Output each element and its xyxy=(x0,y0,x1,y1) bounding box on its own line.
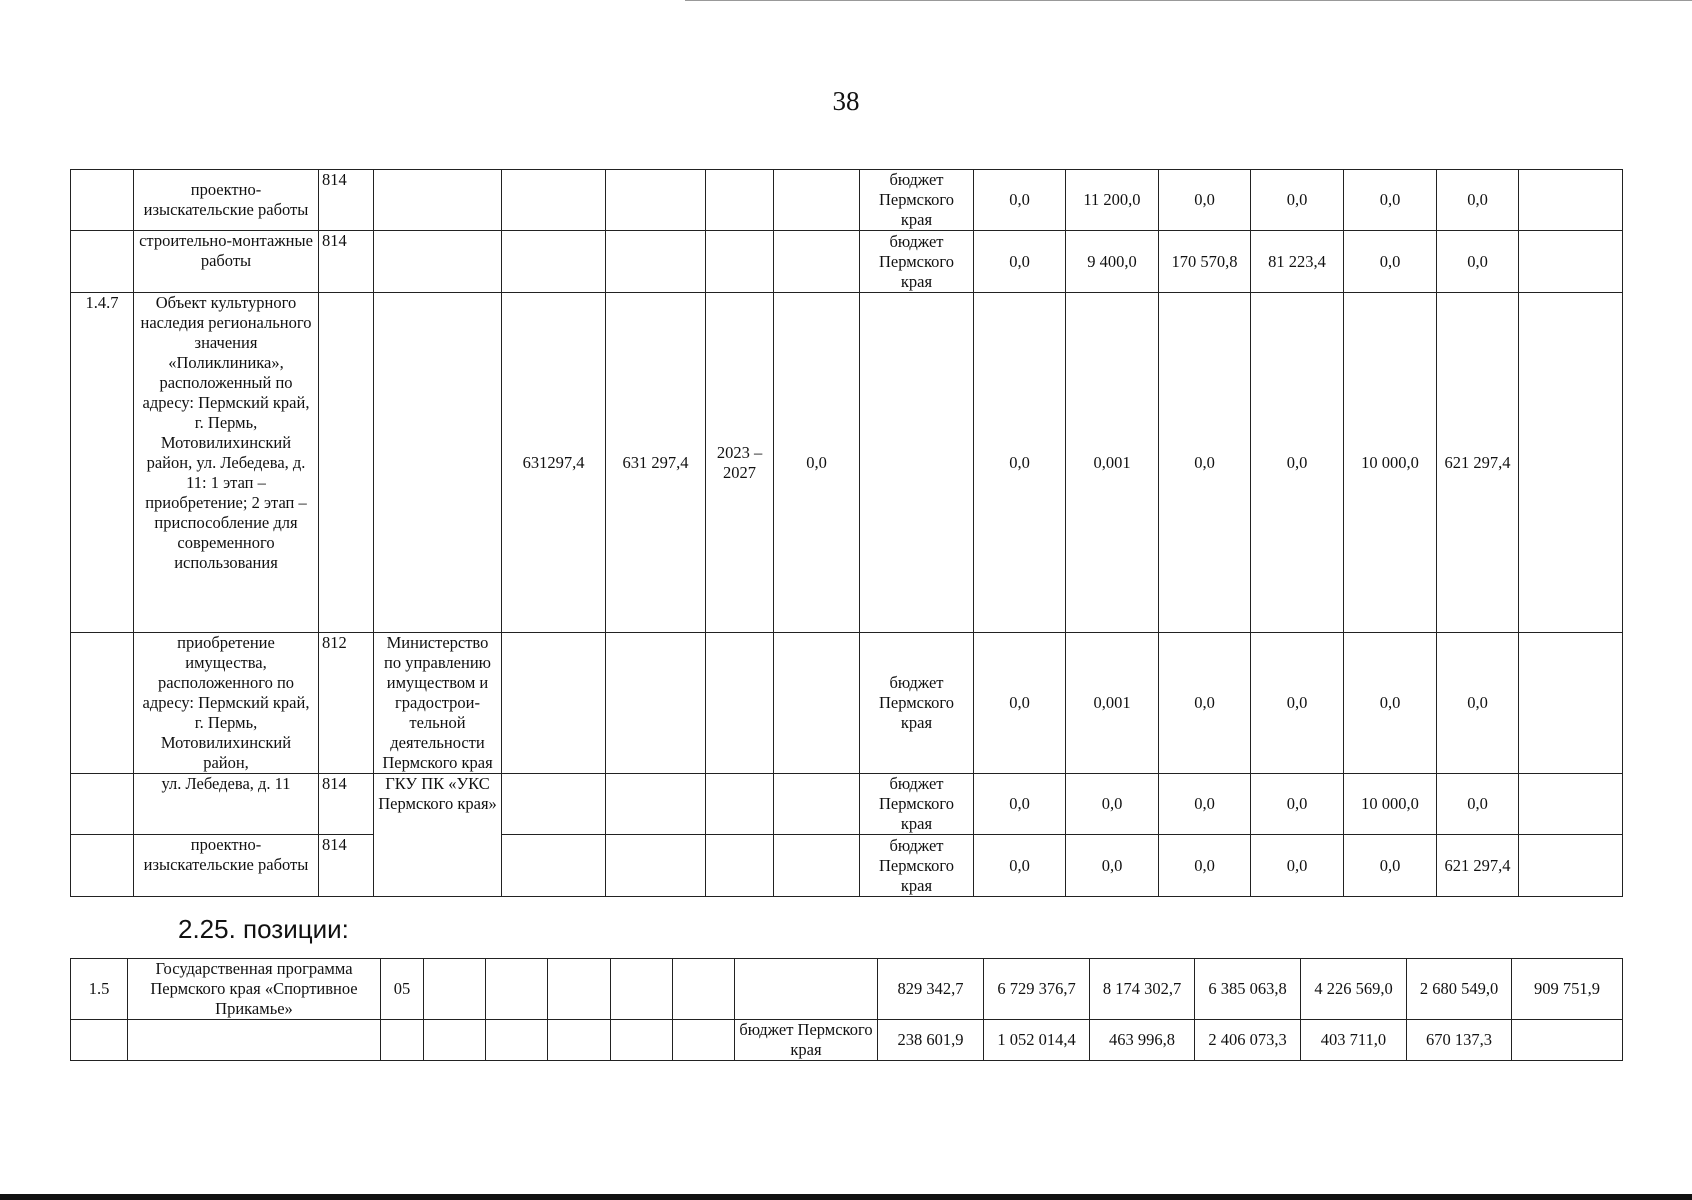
budget-code: 814 xyxy=(319,231,374,293)
budget-table-lower xyxy=(70,958,1623,1061)
funding-source: бюджет Пермского края xyxy=(860,231,974,293)
executor xyxy=(374,170,502,231)
cost-estimate: 631 297,4 xyxy=(606,293,706,633)
item-name: строительно-монтажные работы xyxy=(134,231,319,293)
value-cell: 11 200,0 xyxy=(1066,170,1159,231)
value-cell: 0,0 xyxy=(1251,835,1344,897)
value-cell: 670 137,3 xyxy=(1407,1020,1512,1061)
period: 2023 – 2027 xyxy=(706,293,774,633)
value-cell: 403 711,0 xyxy=(1301,1020,1407,1061)
value-cell: 0,001 xyxy=(1066,293,1159,633)
row-number: 1.5 xyxy=(71,959,128,1020)
value-cell: 0,0 xyxy=(1066,774,1159,835)
value-cell: 463 996,8 xyxy=(1090,1020,1195,1061)
table-row xyxy=(71,170,1623,231)
empty-cell xyxy=(673,959,735,1020)
period xyxy=(706,231,774,293)
table-row xyxy=(71,1020,1623,1061)
value-cell: 0,0 xyxy=(1251,633,1344,774)
period xyxy=(706,633,774,774)
cost-total xyxy=(502,231,606,293)
value-cell: 81 223,4 xyxy=(1251,231,1344,293)
empty-cell xyxy=(486,959,548,1020)
program-name xyxy=(128,1020,381,1061)
value-cell: 0,0 xyxy=(974,633,1066,774)
value-cell: 0,0 xyxy=(1159,774,1251,835)
table-row xyxy=(71,959,1623,1020)
empty-cell xyxy=(548,1020,611,1061)
value-cell: 6 729 376,7 xyxy=(984,959,1090,1020)
value-cell: 0,0 xyxy=(1344,633,1437,774)
row-number: 1.4.7 xyxy=(71,293,134,633)
cost-estimate xyxy=(606,835,706,897)
empty-cell xyxy=(548,959,611,1020)
value-prior xyxy=(774,633,860,774)
funding-source: бюджет Пермского края xyxy=(860,170,974,231)
value-cell: 10 000,0 xyxy=(1344,293,1437,633)
budget-table-upper xyxy=(70,169,1623,897)
value-cell: 4 226 569,0 xyxy=(1301,959,1407,1020)
value-cell xyxy=(1519,231,1623,293)
item-name: ул. Лебедева, д. 11 xyxy=(134,774,319,835)
value-cell: 621 297,4 xyxy=(1437,835,1519,897)
value-cell xyxy=(1519,170,1623,231)
cost-estimate xyxy=(606,774,706,835)
value-cell: 909 751,9 xyxy=(1512,959,1623,1020)
value-prior xyxy=(774,170,860,231)
budget-code: 812 xyxy=(319,633,374,774)
value-cell: 9 400,0 xyxy=(1066,231,1159,293)
section-heading: 2.25. позиции: xyxy=(178,914,349,944)
scan-edge-line xyxy=(685,0,1692,1)
value-cell: 0,0 xyxy=(1159,170,1251,231)
value-cell xyxy=(1519,774,1623,835)
table-row xyxy=(71,835,1623,897)
value-cell: 238 601,9 xyxy=(878,1020,984,1061)
table-row xyxy=(71,633,1623,774)
cost-total: 631297,4 xyxy=(502,293,606,633)
item-name: проектно-изыскательские работы xyxy=(134,835,319,897)
value-cell: 0,0 xyxy=(1437,774,1519,835)
value-cell: 0,0 xyxy=(1251,170,1344,231)
value-cell: 8 174 302,7 xyxy=(1090,959,1195,1020)
table-row xyxy=(71,774,1623,835)
value-cell: 0,0 xyxy=(974,774,1066,835)
value-cell: 170 570,8 xyxy=(1159,231,1251,293)
value-cell: 621 297,4 xyxy=(1437,293,1519,633)
cost-total xyxy=(502,835,606,897)
empty-cell xyxy=(486,1020,548,1061)
cost-total xyxy=(502,633,606,774)
executor xyxy=(374,231,502,293)
cost-total xyxy=(502,170,606,231)
empty-cell xyxy=(673,1020,735,1061)
program-name: Государственная программа Пермского края «Спортивное Прикамье» xyxy=(128,959,381,1020)
period xyxy=(706,170,774,231)
value-cell: 829 342,7 xyxy=(878,959,984,1020)
row-number xyxy=(71,231,134,293)
value-cell: 0,0 xyxy=(974,835,1066,897)
row-number xyxy=(71,170,134,231)
budget-code: 814 xyxy=(319,170,374,231)
value-prior xyxy=(774,231,860,293)
funding-source xyxy=(735,959,878,1020)
value-cell: 0,0 xyxy=(1344,231,1437,293)
value-cell: 0,0 xyxy=(974,170,1066,231)
item-name: проектно-изыскательские работы xyxy=(134,170,319,231)
value-prior xyxy=(774,774,860,835)
period xyxy=(706,774,774,835)
value-cell: 0,0 xyxy=(1437,231,1519,293)
value-cell: 0,0 xyxy=(1159,633,1251,774)
empty-cell xyxy=(424,1020,486,1061)
row-number xyxy=(71,774,134,835)
funding-source: бюджет Пермского края xyxy=(860,633,974,774)
funding-source: бюджет Пермского края xyxy=(860,774,974,835)
value-cell: 0,0 xyxy=(1251,774,1344,835)
value-cell: 0,0 xyxy=(1159,835,1251,897)
cost-total xyxy=(502,774,606,835)
value-cell: 0,001 xyxy=(1066,633,1159,774)
value-cell xyxy=(1512,1020,1623,1061)
value-cell xyxy=(1519,835,1623,897)
value-cell: 0,0 xyxy=(1437,170,1519,231)
row-number xyxy=(71,835,134,897)
page-number: 38 xyxy=(832,86,860,116)
item-name: Объект культурного наследия регионального значения «Поликлиника», расположенный по адресу: Пермский край, г. Пермь, Мотовилихинский район, ул. Лебедева, д. 11: 1 этап – приобретение; 2 этап – приспособление для современного использования xyxy=(134,293,319,633)
empty-cell xyxy=(611,1020,673,1061)
cost-estimate xyxy=(606,170,706,231)
cost-estimate xyxy=(606,231,706,293)
empty-cell xyxy=(611,959,673,1020)
item-name: приобретение имущества, расположенного по адресу: Пермский край, г. Пермь, Мотовилихинский район, xyxy=(134,633,319,774)
row-number xyxy=(71,633,134,774)
value-cell: 0,0 xyxy=(974,231,1066,293)
value-cell: 10 000,0 xyxy=(1344,774,1437,835)
value-cell: 0,0 xyxy=(974,293,1066,633)
funding-source xyxy=(860,293,974,633)
table-row xyxy=(71,293,1623,633)
row-number xyxy=(71,1020,128,1061)
empty-cell xyxy=(424,959,486,1020)
budget-code xyxy=(319,293,374,633)
value-cell: 2 680 549,0 xyxy=(1407,959,1512,1020)
value-prior: 0,0 xyxy=(774,293,860,633)
period xyxy=(706,835,774,897)
budget-code xyxy=(381,1020,424,1061)
value-cell xyxy=(1519,293,1623,633)
value-cell: 0,0 xyxy=(1066,835,1159,897)
cost-estimate xyxy=(606,633,706,774)
value-cell: 0,0 xyxy=(1344,835,1437,897)
budget-code: 814 xyxy=(319,774,374,835)
budget-code: 05 xyxy=(381,959,424,1020)
budget-code: 814 xyxy=(319,835,374,897)
scan-bottom-edge xyxy=(0,1194,1692,1200)
value-cell: 1 052 014,4 xyxy=(984,1020,1090,1061)
value-cell xyxy=(1519,633,1623,774)
value-cell: 0,0 xyxy=(1344,170,1437,231)
funding-source: бюджет Пермского края xyxy=(860,835,974,897)
value-cell: 0,0 xyxy=(1251,293,1344,633)
value-cell: 6 385 063,8 xyxy=(1195,959,1301,1020)
executor: Министерство по управлению имуществом и градострои-тельной деятельности Пермского края xyxy=(374,633,502,774)
table-row xyxy=(71,231,1623,293)
value-prior xyxy=(774,835,860,897)
funding-source: бюджет Пермского края xyxy=(735,1020,878,1061)
executor xyxy=(374,293,502,633)
value-cell: 2 406 073,3 xyxy=(1195,1020,1301,1061)
value-cell: 0,0 xyxy=(1159,293,1251,633)
value-cell: 0,0 xyxy=(1437,633,1519,774)
executor: ГКУ ПК «УКС Пермского края» xyxy=(374,774,502,897)
